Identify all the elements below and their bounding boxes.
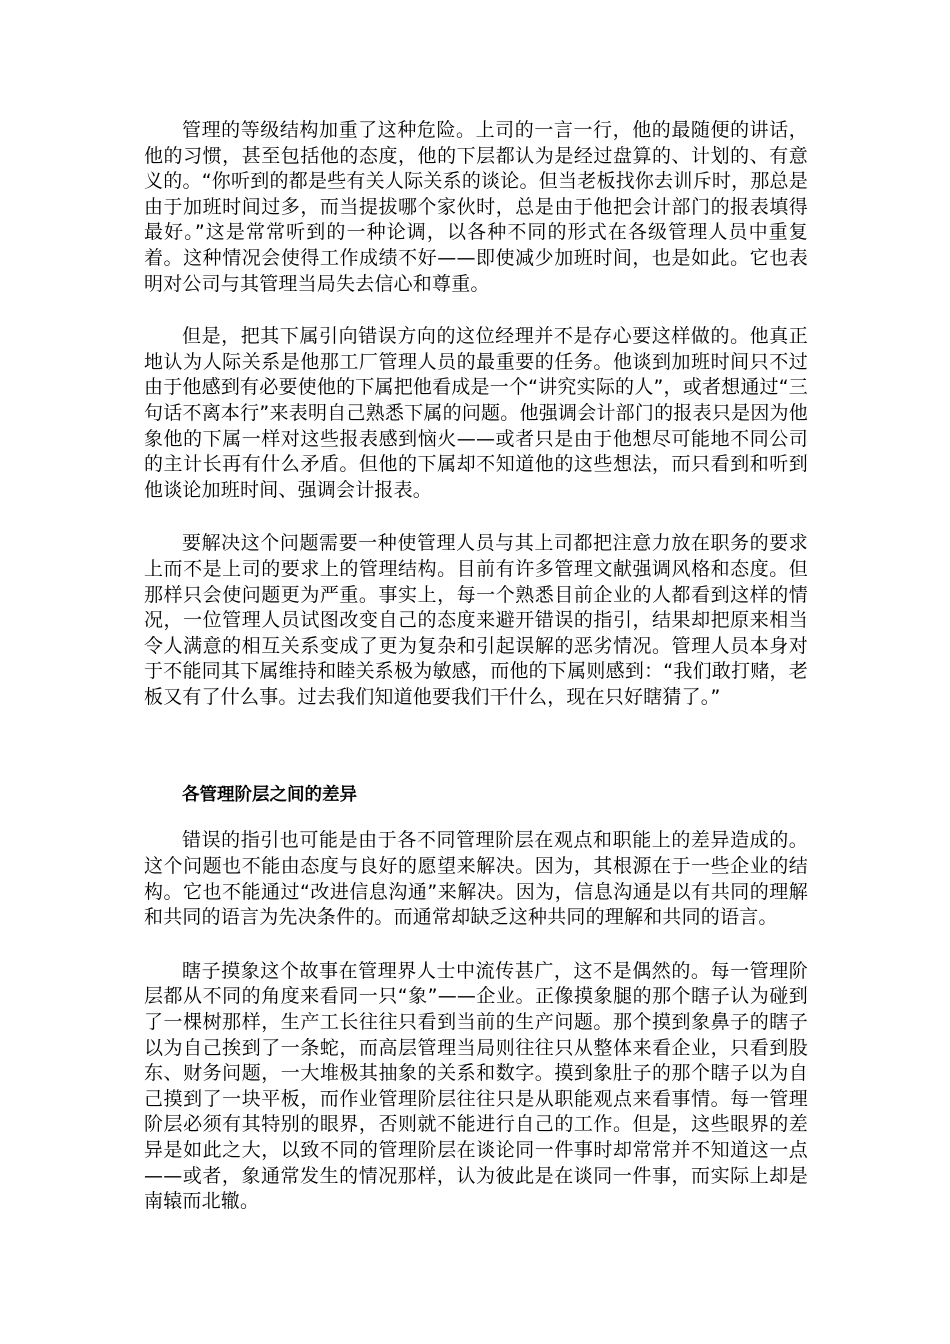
paragraph-manager-intent: 但是，把其下属引向错误方向的这位经理并不是存心要这样做的。他真正地认为人际关系是他那工厂管理人员的最重要的任务。他谈到加班时间只不过由于他感到有必要使他的下属把他看成是一个“讲究实际的人”，或者想通过“三句话不离本行”来表明自己熟悉下属的问题。他强调会计部门的报表只是因为他象他的下属一样对这些报表感到恼火——或者只是由于他想尽可能地不同公司的主计长再有什么矛盾。但他的下属却不知道他的这些想法，而只看到和听到他谈论加班时间、强调会计报表。 (144, 325, 808, 501)
paragraph-blind-men-elephant: 瞎子摸象这个故事在管理界人士中流传甚广，这不是偶然的。每一管理阶层都从不同的角度来看同一只“象”——企业。正像摸象腿的那个瞎子认为碰到了一棵树那样，生产工长往往只看到当前的生产问题。那个摸到象鼻子的瞎子以为自己挨到了一条蛇，而高层管理当局则往往只从整体来看企业，只看到股东、财务问题，一大堆极其抽象的关系和数字。摸到象肚子的那个瞎子以为自己摸到了一块平板，而作业管理阶层往往只是从职能观点来看事情。每一管理阶层必须有其特别的眼界，否则就不能进行自己的工作。但是，这些眼界的差异是如此之大，以致不同的管理阶层在谈论同一件事时却常常并不知道这一点——或者，象通常发生的情况那样，认为彼此是在谈同一件事，而实际上却是南辕而北辙。 (144, 959, 808, 1213)
paragraph-hierarchy-danger: 管理的等级结构加重了这种危险。上司的一言一行，他的最随便的讲话，他的习惯，甚至包括他的态度，他的下层都认为是经过盘算的、计划的、有意义的。“你听到的都是些有关人际关系的谈论。但当老板找你去训斥时，那总是由于加班时间过多，而当提拔哪个家伙时，总是由于他把会计部门的报表填得最好。”这是常常听到的一种论调，以各种不同的形式在各级管理人员中重复着。这种情况会使得工作成绩不好——即使减少加班时间，也是如此。它也表明对公司与其管理当局失去信心和尊重。 (144, 119, 808, 295)
paragraph-management-structure: 要解决这个问题需要一种使管理人员与其上司都把注意力放在职务的要求上而不是上司的要求上的管理结构。目前有许多管理文献强调风格和态度。但那样只会使问题更为严重。事实上，每一个熟悉目前企业的人都看到这样的情况，一位管理人员试图改变自己的态度来避开错误的指引，结果却把原来相当令人满意的相互关系变成了更为复杂和引起误解的恶劣情况。管理人员本身对于不能同其下属维持和睦关系极为敏感，而他的下属则感到：“我们敢打赌，老板又有了什么事。过去我们知道他要我们干什么，现在只好瞎猜了。” (144, 532, 808, 708)
section-heading: 各管理阶层之间的差异 (182, 785, 357, 806)
document-body (144, 118, 808, 1215)
paragraph-level-differences: 错误的指引也可能是由于各不同管理阶层在观点和职能上的差异造成的。这个问题也不能由态度与良好的愿望来解决。因为，其根源在于一些企业的结构。它也不能通过“改进信息沟通”来解决。因为，信息沟通是以有共同的理解和共同的语言为先决条件的。而通常却缺乏这种共同的理解和共同的语言。 (144, 829, 808, 929)
